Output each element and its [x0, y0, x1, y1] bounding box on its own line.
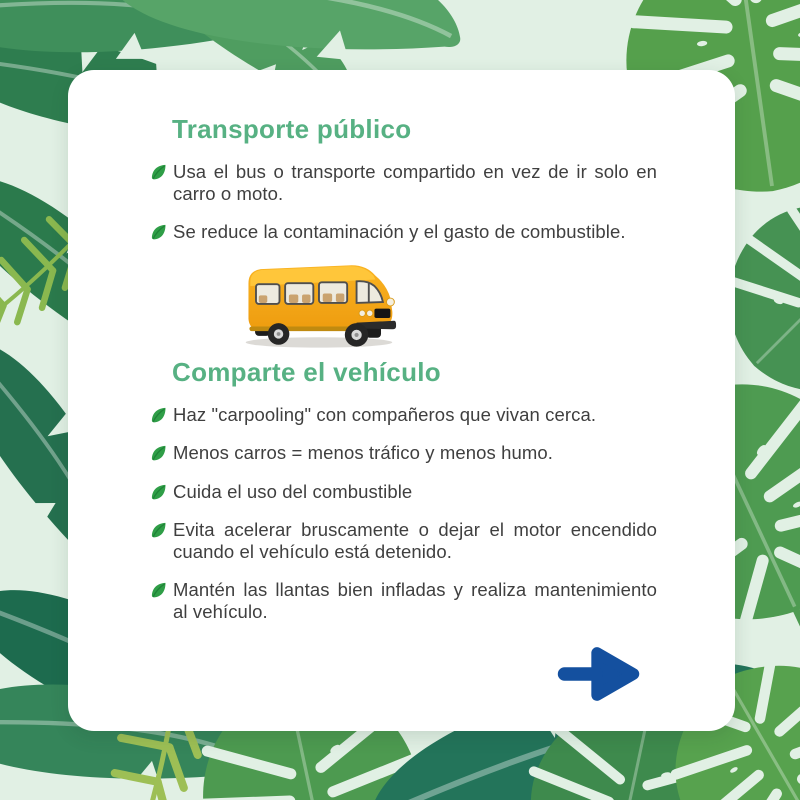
section-title: Transporte público [172, 114, 412, 144]
leaf-bullet-icon [150, 444, 167, 462]
leaf-bullet-icon [150, 521, 167, 539]
info-card [68, 70, 735, 731]
bullet-text: Se reduce la contaminación y el gasto de combustible. [173, 221, 626, 242]
leaf-bullet-icon [150, 483, 167, 501]
section-title: Comparte el vehículo [172, 356, 441, 387]
bullet-text: Mantén las llantas bien infladas y realiza mantenimiento al vehículo. [173, 579, 657, 622]
list-item [150, 221, 657, 243]
list-item [150, 519, 657, 562]
section-transporte-publico [150, 114, 657, 349]
section-comparte-vehiculo [150, 357, 657, 623]
next-arrow-icon[interactable] [553, 643, 645, 705]
list-item [150, 481, 657, 503]
bullet-text: Cuida el uso del combustible [173, 480, 413, 502]
list-item [150, 442, 657, 464]
bullet-text: Evita acelerar bruscamente o dejar el motor encendido cuando el vehículo está detenido. [173, 519, 657, 562]
list-item [150, 579, 657, 622]
leaf-bullet-icon [150, 406, 167, 424]
leaf-bullet-icon [150, 581, 167, 599]
bullet-text: Usa el bus o transporte compartido en vez de ir solo en carro o moto. [173, 161, 657, 204]
yellow-van-illustration [236, 255, 401, 349]
bullet-text: Menos carros = menos tráfico y menos humo. [173, 442, 554, 463]
bullet-text: Haz "carpooling" con compañeros que vivan cerca. [173, 403, 597, 425]
leaf-bullet-icon [150, 223, 167, 241]
list-item [150, 404, 657, 426]
list-item [150, 161, 657, 204]
leaf-bullet-icon [150, 163, 167, 181]
